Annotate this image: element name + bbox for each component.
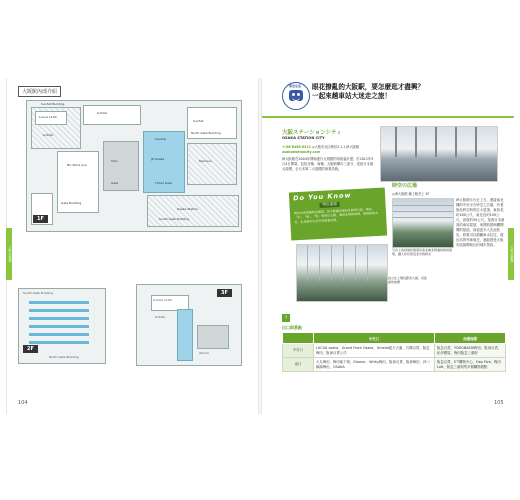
page-number-left: 104 (18, 400, 28, 406)
station-map-2f (18, 288, 106, 364)
map-label: Central (155, 137, 166, 141)
map-label: LUCUA 1100 (153, 298, 172, 302)
map-label: JR Osaka (151, 157, 165, 161)
table-title: 出口與景點 (282, 325, 302, 330)
address: ◎大阪市北区梅田3-1-1 JR大阪駅 (311, 145, 360, 149)
question-icon: ? (282, 314, 290, 322)
map-block (187, 143, 237, 185)
section-title-en: OSAKA STATION CITY (282, 136, 325, 140)
photo-caption: 月台上的鳥巢狀屋頂及南北棟北相連的時尚建築，讓人好好感受北外的時光 (392, 248, 453, 257)
plaza-photo (392, 198, 454, 248)
map-label: Sunfull (193, 119, 204, 123)
map-label: Lucua 1100 (39, 115, 57, 119)
table-header (283, 333, 314, 344)
table-row: 中央口 LUCUA osaka、Grand Front Osaka、Umeda藍天大廈、共構百貨、阪急梅田、阪神百貨公司 阪急百貨、YODOBASHI梅田、阪神百貨、紀伊國屋、梅田阪急三番街 (283, 344, 506, 358)
section-title: 大阪ステーションシティ (282, 130, 342, 136)
phone: ☏06-6458-0212 (282, 145, 311, 149)
did-you-know-box: Do You Know 特色建築 車站內的各種特色建築，其中都蘊含著設計師的巧思，例如「水」、「緑」、「情」等設計主題，連結北棟與南棟，展現建築之美，也是都市生活中的重要空間。 (289, 188, 387, 241)
photo-caption: 站立在上層長距的大鐘，是此處的地標 (388, 276, 428, 285)
page-number-right: 105 (494, 400, 504, 406)
floor-badge-1f: 1F (33, 215, 48, 223)
left-page (6, 78, 258, 414)
divider (262, 116, 514, 118)
map-label: Daimaru (199, 159, 212, 163)
right-page (262, 78, 514, 414)
robot-emblem-icon: 都會生活 (282, 82, 310, 110)
map-label: South Gate Building (23, 291, 53, 295)
floor-badge-3f: 3F (217, 289, 232, 297)
table-header-row (283, 333, 506, 344)
map-label: North Gate Building (49, 355, 79, 359)
map-label: Sunfull Building (41, 102, 65, 106)
section-tab-left: 大阪‧京都篇 (6, 228, 12, 280)
map-label: North Gate Building (191, 131, 221, 135)
atrium-photo (296, 244, 388, 302)
map-block (83, 105, 141, 125)
plaza-text: JR大阪駅月台正上方，連接南北棟的中央平台時空之広場，有著如此時空般的巨大屋頂，東西長約180公尺、南北長約100公尺，高度約50公尺，是西日本最高的車站屋頂，來開放感與爛開間的屋頂，探索更多人在此駐足，欣賞可以俯瞰車水往往，進出站的列車風光，還能感受大阪市區熱鬧與比的城市景致。 (456, 198, 505, 247)
map-label: Shin (111, 159, 118, 163)
station-map-3f (136, 284, 242, 366)
map-label: LUCUA (97, 111, 108, 115)
plaza-location: ◎JR大阪駅 橋上駅舎上 5F (392, 192, 430, 196)
map-label: LUCUA (43, 133, 54, 137)
map-block (103, 141, 139, 191)
map-label: Osaka Station (177, 207, 198, 211)
map-concourse (177, 309, 193, 361)
map-block (197, 325, 229, 349)
table-row: 南口 大丸梅田、梅田地下街、Diamor、Whity梅田、阪神百貨、阪神梅田、四つ橋線梅田、OSAKA 阪急百貨、E'T購物中心、Hep Five、梅田Loft、阪急三番街等多個購物據點 (283, 358, 506, 372)
station-photo (380, 126, 498, 182)
exits-table (282, 332, 506, 372)
table-header: 周邊地標 (435, 333, 506, 344)
contact-info (282, 144, 359, 149)
section-tab-right: 大阪‧京都篇 (508, 228, 514, 280)
website-link[interactable]: osakastationcity.com (282, 150, 321, 154)
floor-badge-2f: 2F (23, 345, 38, 353)
map-label: Ticket Gate (155, 181, 173, 185)
map-label: South Gate Building (159, 217, 189, 221)
intro-text: JR大阪駅在2004年開始進行大規模的再改裝計畫，於2011年5月4日開幕，包括北棟、南棟、大阪駅構內三部分，是西日本最大規模、全日本第二大規模的商業設施。 (282, 157, 374, 171)
map-label: LUCUA (155, 315, 166, 319)
map-block (147, 195, 239, 227)
plaza-title: 時空の広場 (392, 183, 418, 189)
station-map-1f (26, 100, 242, 232)
map-label: Gate (111, 181, 119, 185)
page-headline: 眼花撩亂的大阪駅，要怎麼逛才盡興？ 一起來趟車站大迷走之旅！ (312, 83, 425, 100)
section-label: 大阪駅內部介紹 (18, 86, 61, 97)
map-label: Bic Mack Ace (67, 163, 87, 167)
table-header: 中央口 (314, 333, 435, 344)
map-label: Gate Building (61, 201, 82, 205)
map-label: Atrium (199, 351, 210, 355)
